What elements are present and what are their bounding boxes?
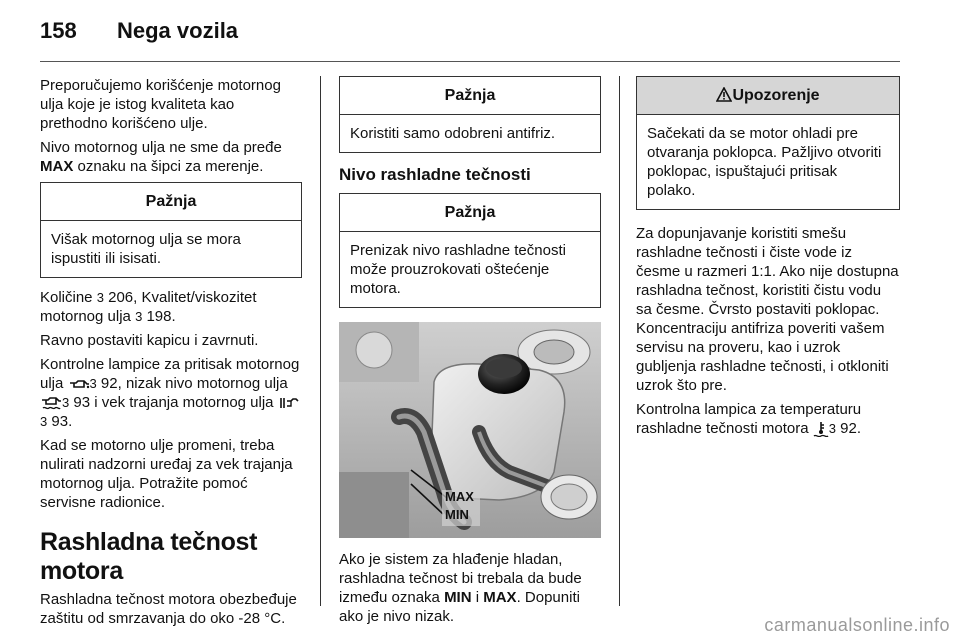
oil-pressure-icon — [68, 378, 90, 390]
warning-title — [637, 77, 899, 115]
engine-bay-illustration — [339, 322, 601, 538]
notice-title: Pažnja — [41, 183, 301, 221]
notice-title: Pažnja — [340, 77, 600, 115]
text: oznaku na šipci za merenje. — [73, 158, 264, 175]
paragraph: Za dopunjavanje koristiti smešu rashladne tečnosti i čiste vode iz česme u razmeri 1:1. Ako nije dostupna rashladna tečnost, koristiti čistu vodu sa česme. Čvrsto postaviti poklopac. Koncentraciju antifriza poveriti vašem servisu na proveru, kao i uzrok gubljenja rashladne tečnosti, i otkloniti uzrok što pre. — [636, 225, 899, 394]
paragraph: Ravno postaviti kapicu i zavrnuti. — [40, 332, 259, 349]
bold-text: MAX — [483, 589, 517, 606]
min-mark-label: MIN — [445, 507, 469, 522]
watermark: carmanualsonline.info — [764, 615, 950, 635]
column-1 — [40, 76, 302, 633]
page-title: Nega vozila — [117, 18, 239, 43]
section-heading: Rashladna tečnost motora — [40, 528, 258, 585]
paragraph: Preporučujemo korišćenje motornog ulja koje je istog kvaliteta kao prethodno korišćeno ulje. — [40, 77, 281, 132]
oil-life-icon — [278, 396, 300, 410]
notice-body: Koristiti samo odobreni antifriz. — [350, 125, 556, 142]
notice-title: Pažnja — [340, 194, 600, 232]
bold-text: MAX — [40, 158, 74, 175]
notice-box — [40, 182, 302, 278]
page-reference-icon: 3 — [96, 290, 104, 305]
text: i — [471, 589, 484, 606]
text: Kontrolna lampica za temperaturu rashladne tečnosti motora — [636, 401, 862, 437]
warning-title-text: Upozorenje — [732, 87, 820, 104]
text: . Dopuniti ako je nivo nizak. — [339, 589, 580, 625]
column-divider — [320, 76, 321, 606]
page-reference-icon: 3 — [40, 414, 48, 429]
notice-body: Prenizak nivo rashladne tečnosti može prouzrokovati oštećenje motora. — [350, 242, 566, 297]
bold-text: MIN — [444, 589, 472, 606]
subsection-heading: Nivo rashladne tečnosti — [339, 165, 531, 184]
notice-box — [339, 193, 601, 308]
text: 93 i vek trajanja motornog ulja — [69, 394, 278, 411]
page-reference-icon: 3 — [135, 309, 143, 324]
oil-level-icon — [40, 396, 62, 410]
warning-box — [636, 76, 900, 210]
text: Nivo motornog ulja ne sme da pređe — [40, 139, 282, 156]
text: 92, nizak nivo motornog ulja — [96, 375, 288, 392]
text: Kontrolne lampice za pritisak motornog ulja — [40, 356, 300, 392]
coolant-temperature-icon — [813, 421, 829, 437]
page-header — [40, 16, 900, 62]
page-reference-icon: 3 — [62, 395, 70, 410]
text: 92. — [836, 420, 862, 437]
column-divider — [619, 76, 620, 606]
text: 93. — [47, 413, 73, 430]
column-2 — [339, 76, 601, 631]
paragraph — [40, 288, 302, 326]
warning-body: Sačekati da se motor ohladi pre otvaranja poklopca. Pažljivo otvoriti poklopac, ispuštajući pritisak polako. — [647, 125, 882, 199]
warning-triangle-icon — [716, 87, 732, 102]
notice-box — [339, 76, 601, 153]
page-reference-icon: 3 — [828, 421, 836, 436]
page-reference-icon: 3 — [89, 376, 97, 391]
text: Ako je sistem za hlađenje hladan, rashladna tečnost bi trebala da bude između oznaka — [339, 551, 582, 606]
text: Količine — [40, 289, 97, 306]
paragraph — [636, 400, 900, 438]
coolant-reservoir-image — [339, 322, 601, 538]
text: 198. — [142, 308, 176, 325]
paragraph — [339, 550, 601, 626]
paragraph: Rashladna tečnost motora obezbeđuje zaštitu od smrzavanja do oko -28 °C. — [40, 591, 297, 627]
text: 206, Kvalitet/viskozitet motornog ulja — [40, 289, 257, 325]
max-mark-label: MAX — [445, 489, 474, 504]
notice-body: Višak motornog ulja se mora ispustiti ili isisati. — [51, 231, 241, 267]
paragraph: Kad se motorno ulje promeni, treba nulirati nadzorni uređaj za vek trajanja motornog ulja. Potražite pomoć servisne radionice. — [40, 437, 293, 511]
column-3 — [636, 76, 900, 443]
paragraph — [40, 138, 302, 176]
paragraph — [40, 355, 302, 431]
page-number: 158 — [40, 18, 77, 43]
